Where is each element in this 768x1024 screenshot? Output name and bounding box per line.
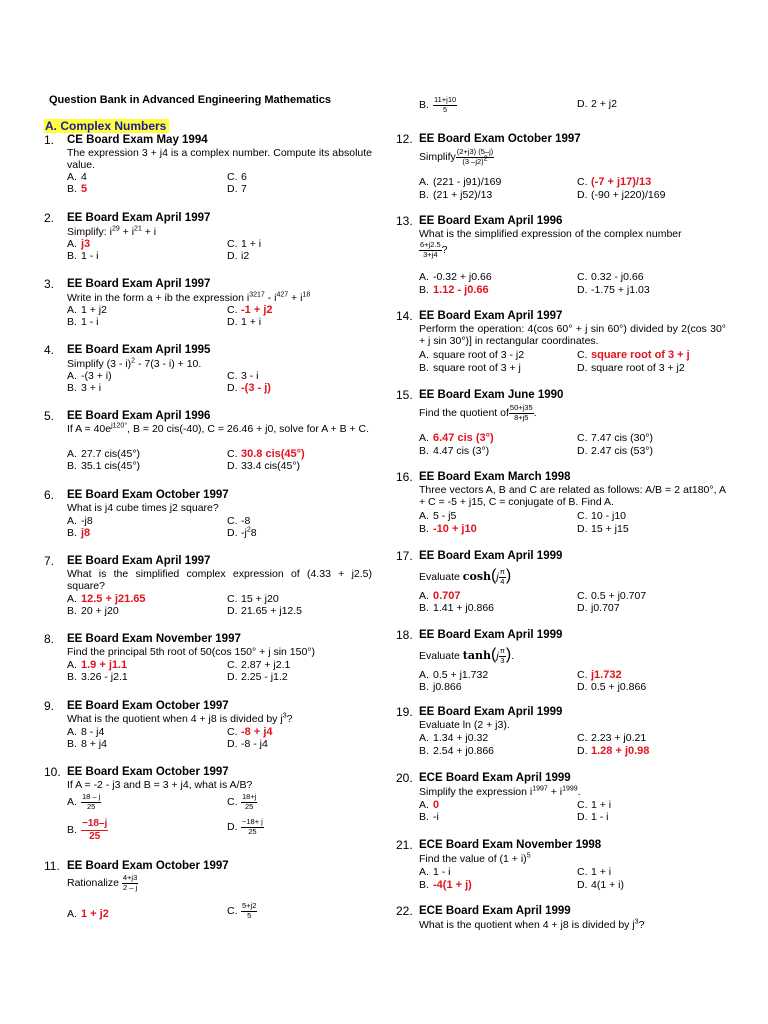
question-text: Three vectors A, B and C are related as follows: A/B = 2 at180°, A + C = -5 + j15, C = conjugate of B. Find A. — [419, 484, 726, 508]
option-b: B. 1 - i — [67, 250, 99, 262]
question-text: Evaluate ln (2 + j3). — [419, 719, 510, 731]
option-b: B. $\frac{-18-j}{25}$ — [67, 818, 108, 842]
question-source: EE Board Exam April 1999 — [419, 550, 563, 562]
option-a: A. 6.47 cis (3°) — [419, 432, 494, 444]
option-c: C. 1 + i — [577, 799, 612, 811]
question-source: EE Board Exam October 1997 — [67, 860, 229, 872]
option-c: C. j1.732 — [577, 669, 622, 681]
question-22 — [396, 905, 736, 935]
option-b: B. -i — [419, 811, 439, 823]
question-text: Evaluate tanh(j $\frac{\pi}{3}$ ). — [419, 645, 515, 665]
option-c: C. 1 + i — [577, 866, 612, 878]
option-b: B. 4.47 cis (3°) — [419, 445, 490, 457]
question-7 — [44, 555, 374, 619]
option-a: A. -j8 — [67, 515, 93, 527]
question-source: ECE Board Exam November 1998 — [419, 839, 602, 851]
question-number: 6. — [44, 488, 55, 502]
question-text: Find the value of $(1 + i)^5$ — [419, 852, 531, 865]
option-d: D. $-j^28$ — [227, 526, 257, 539]
question-text: Simplify $\frac{(2+j3) (5-j)}{(3 -j2)^2}$ — [419, 147, 494, 166]
option-d: D. 15 + j15 — [577, 523, 629, 535]
question-text: Evaluate cosh(j $\frac{\pi}{4}$ ) — [419, 566, 512, 586]
question-number: 18. — [396, 628, 413, 642]
option-a: A. -(3 + i) — [67, 370, 112, 382]
option-c: C. -8 — [227, 515, 251, 527]
question-20 — [396, 772, 736, 826]
option-c: C. 3 - i — [227, 370, 259, 382]
option-c: C. 0.5 + j0.707 — [577, 590, 647, 602]
question-number: 3. — [44, 277, 55, 291]
question-text: Rationalize $\frac{4+j3}{2 - j}$ — [67, 873, 138, 892]
question-number: 2. — [44, 211, 55, 225]
option-b: B. 1 - i — [67, 316, 99, 328]
option-c: C. 2.87 + j2.1 — [227, 659, 291, 671]
question-number: 21. — [396, 838, 413, 852]
question-text: What is the quotient when 4 + j8 is divided by $j^3$? — [67, 712, 293, 725]
question-source: EE Board Exam April 1999 — [419, 629, 563, 641]
option-a: A. 1 + j2 — [67, 908, 109, 920]
option-d: D. 2 + j2 — [577, 98, 617, 110]
option-a: A. 4 — [67, 171, 87, 183]
question-number: 7. — [44, 554, 55, 568]
option-a: A. square root of 3 - j2 — [419, 349, 525, 361]
question-source: EE Board Exam April 1997 — [67, 555, 211, 567]
page-title: Question Bank in Advanced Engineering Mathematics — [49, 94, 331, 106]
question-source: EE Board Exam November 1997 — [67, 633, 241, 645]
question-text: Write in the form a + ib the expression $i^{3217} - i^{427} + i^{18}$ — [67, 291, 311, 304]
question-source: EE Board Exam April 1997 — [419, 310, 563, 322]
question-number: 19. — [396, 705, 413, 719]
question-14 — [396, 310, 736, 376]
question-source: EE Board Exam March 1998 — [419, 471, 571, 483]
option-b: B. -10 + j10 — [419, 523, 477, 535]
option-c: C. (-7 + j17)/13 — [577, 176, 652, 188]
option-b: B. 1.41 + j0.866 — [419, 602, 495, 614]
option-d: D. 1 + i — [227, 316, 262, 328]
question-source: EE Board Exam April 1996 — [67, 410, 211, 422]
option-b: B. (21 + j52)/13 — [419, 189, 493, 201]
question-source: EE Board Exam October 1997 — [67, 700, 229, 712]
question-number: 16. — [396, 470, 413, 484]
option-a: A. 0.5 + j1.732 — [419, 669, 489, 681]
question-text: What is j4 cube times j2 square? — [67, 502, 219, 514]
option-b: B. $\frac{11+j10}{5}$ — [419, 95, 457, 114]
option-d: D. 1.28 + j0.98 — [577, 745, 650, 757]
option-d: D. square root of 3 + j2 — [577, 362, 685, 374]
option-c: C. 2.23 + j0.21 — [577, 732, 647, 744]
question-10 — [44, 766, 374, 850]
option-a: A. 12.5 + j21.65 — [67, 593, 146, 605]
option-b: B. 3.26 - j2.1 — [67, 671, 128, 683]
question-source: EE Board Exam October 1997 — [67, 489, 229, 501]
question-text: What is the quotient when 4 + j8 is divided by $j^3$? — [419, 918, 645, 931]
question-8 — [44, 633, 374, 685]
question-16 — [396, 471, 736, 537]
question-18 — [396, 629, 736, 695]
option-b: B. j0.866 — [419, 681, 462, 693]
question-text: If A = -2 - j3 and B = 3 + j4, what is A/B? — [67, 779, 253, 791]
question-3 — [44, 278, 374, 330]
question-source: EE Board Exam April 1997 — [67, 212, 211, 224]
option-c: C. 1 + i — [227, 238, 262, 250]
option-c: C. -8 + j4 — [227, 726, 273, 738]
question-number: 11. — [44, 859, 60, 873]
question-source: ECE Board Exam April 1999 — [419, 772, 571, 784]
option-a: A. 5 - j5 — [419, 510, 457, 522]
option-a: A. 1.34 + j0.32 — [419, 732, 489, 744]
question-13 — [396, 215, 736, 297]
option-b: B. j8 — [67, 527, 91, 539]
question-19 — [396, 706, 736, 760]
option-d: D. 2.25 - j1.2 — [227, 671, 288, 683]
question-expression: $\frac{6+j2.5}{3+j4}$ ? — [420, 240, 448, 259]
option-b: B. square root of 3 + j — [419, 362, 521, 374]
option-a: A. $\frac{18 - j}{25}$ — [67, 792, 101, 811]
question-6 — [44, 489, 374, 541]
question-11-continued — [396, 94, 736, 120]
question-2 — [44, 212, 374, 264]
question-number: 15. — [396, 388, 413, 402]
question-number: 14. — [396, 309, 413, 323]
question-text: What is the simplified expression of the complex number — [419, 228, 682, 240]
option-a: A. 1 - i — [419, 866, 451, 878]
option-d: D. -(3 - j) — [227, 382, 271, 394]
option-d: D. (-90 + j220)/169 — [577, 189, 666, 201]
option-a: A. (221 - j91)/169 — [419, 176, 502, 188]
option-c: C. 30.8 cis(45°) — [227, 448, 305, 460]
question-source: ECE Board Exam April 1999 — [419, 905, 571, 917]
option-b: B. 35.1 cis(45°) — [67, 460, 141, 472]
question-source: EE Board Exam October 1997 — [419, 133, 581, 145]
question-number: 9. — [44, 699, 55, 713]
option-d: D. 33.4 cis(45°) — [227, 460, 301, 472]
option-a: A. 0 — [419, 799, 440, 811]
question-5 — [44, 410, 374, 474]
question-source: EE Board Exam October 1997 — [67, 766, 229, 778]
question-text: Find the quotient of $\frac{50+j35}{8+j5}$ . — [419, 403, 537, 422]
question-number: 20. — [396, 771, 413, 785]
option-d: D. 4(1 + i) — [577, 879, 624, 891]
option-b: B. 1.12 - j0.66 — [419, 284, 489, 296]
option-a: A. 8 - j4 — [67, 726, 105, 738]
option-d: D. -8 - j4 — [227, 738, 268, 750]
question-17 — [396, 550, 736, 616]
question-number: 4. — [44, 343, 55, 357]
question-text: Perform the operation: 4(cos 60° + j sin 60°) divided by 2(cos 30° + j sin 30°)] in rectangular coordinates. — [419, 323, 726, 347]
option-d: D. 7 — [227, 183, 247, 195]
option-b: B. 2.54 + j0.866 — [419, 745, 495, 757]
option-b: B. 3 + i — [67, 382, 102, 394]
option-c: C. 7.47 cis (30°) — [577, 432, 653, 444]
option-d: D. 1 - i — [577, 811, 609, 823]
option-d: D. i2 — [227, 250, 250, 262]
option-a: A. 27.7 cis(45°) — [67, 448, 141, 460]
option-c: C. 0.32 - j0.66 — [577, 271, 644, 283]
question-number: 13. — [396, 214, 413, 228]
question-4 — [44, 344, 374, 396]
option-b: B. -4(1 + j) — [419, 879, 472, 891]
question-number: 22. — [396, 904, 413, 918]
option-d: D. 2.47 cis (53°) — [577, 445, 653, 457]
option-a: A. 0.707 — [419, 590, 461, 602]
question-source: EE Board Exam April 1999 — [419, 706, 563, 718]
question-9 — [44, 700, 374, 752]
question-21 — [396, 839, 736, 893]
option-c: C. square root of 3 + j — [577, 349, 690, 361]
question-12 — [396, 133, 736, 205]
option-a: A. j3 — [67, 238, 91, 250]
option-d: D. 21.65 + j12.5 — [227, 605, 303, 617]
question-number: 17. — [396, 549, 413, 563]
option-c: C. 10 - j10 — [577, 510, 627, 522]
question-number: 1. — [44, 133, 55, 147]
option-a: A. -0.32 + j0.66 — [419, 271, 492, 283]
option-b: B. 8 + j4 — [67, 738, 107, 750]
option-c: C. $\frac{18+j}{25}$ — [227, 792, 257, 811]
question-text: Find the principal 5th root of 50(cos 150° + j sin 150°) — [67, 646, 315, 658]
question-text: The expression 3 + j4 is a complex number. Compute its absolute value. — [67, 147, 372, 171]
option-d: D. -1.75 + j1.03 — [577, 284, 650, 296]
question-text: What is the simplified complex expression of (4.33 + j2.5) square? — [67, 568, 372, 592]
question-text: Simplify (3 - i)$^2$ - 7(3 - i) + 10. — [67, 357, 202, 370]
question-text: Simplify the expression $i^{1997} + i^{1999}$. — [419, 785, 581, 798]
option-d: D. $\frac{-18+ j}{25}$ — [227, 817, 263, 836]
question-source: EE Board Exam April 1996 — [419, 215, 563, 227]
question-15 — [396, 389, 736, 461]
question-number: 5. — [44, 409, 55, 423]
option-c: C. $\frac{5+j2}{5}$ — [227, 901, 257, 920]
option-d: D. 0.5 + j0.866 — [577, 681, 647, 693]
option-a: A. 1.9 + j1.1 — [67, 659, 128, 671]
option-b: B. 20 + j20 — [67, 605, 119, 617]
question-number: 8. — [44, 632, 55, 646]
question-source: EE Board Exam April 1997 — [67, 278, 211, 290]
question-1 — [44, 134, 374, 196]
question-number: 12. — [396, 132, 413, 146]
question-text: Simplify: $i^{29} + i^{21} + i$ — [67, 225, 157, 238]
question-source: CE Board Exam May 1994 — [67, 134, 208, 146]
question-text: If $A = 40e^{j120^\circ}$, B = 20 cis(-40), C = 26.46 + j0, solve for A + B + C. — [67, 422, 370, 435]
option-d: D. j0.707 — [577, 602, 620, 614]
section-heading: A. Complex Numbers — [44, 119, 169, 133]
option-b: B. 5 — [67, 183, 88, 195]
option-c: C. -1 + j2 — [227, 304, 273, 316]
question-source: EE Board Exam June 1990 — [419, 389, 564, 401]
option-a: A. 1 + j2 — [67, 304, 107, 316]
option-c: C. 15 + j20 — [227, 593, 279, 605]
question-11 — [44, 860, 374, 930]
question-source: EE Board Exam April 1995 — [67, 344, 211, 356]
question-number: 10. — [44, 765, 61, 779]
option-c: C. 6 — [227, 171, 247, 183]
